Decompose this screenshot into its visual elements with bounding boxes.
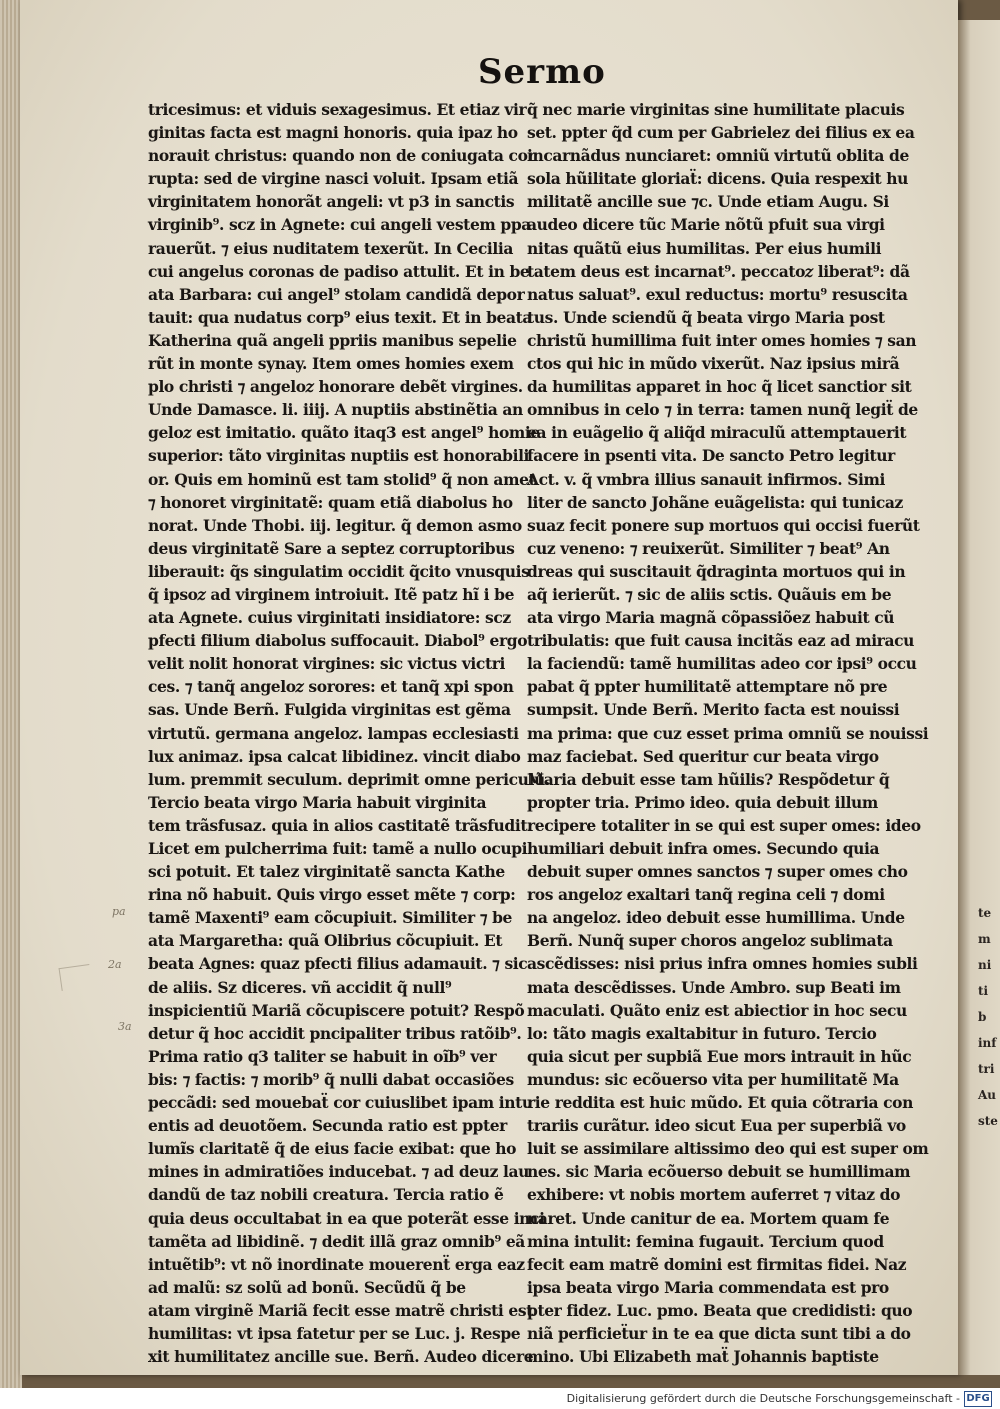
text-line: dandũ de taz nobili creatura. Tercia ratio ẽ — [148, 1185, 504, 1205]
text-line: recipere totaliter in se qui est super omes: ideo — [527, 815, 921, 835]
text-line: pfecti filium diabolus suffocauit. Diabol⁹ ergo — [148, 631, 528, 651]
text-line: maz faciebat. Sed queritur cur beata virgo — [527, 746, 879, 766]
text-line: tus. Unde sciendũ q̃ beata virgo Maria post — [527, 307, 885, 327]
text-line: ipsa beata virgo Maria commendata est pro — [527, 1277, 889, 1297]
text-line: Licet em pulcherrima fuit: tamẽ a nullo ocupi — [148, 839, 528, 858]
text-line: beata Agnes: quaz pfecti filius adamauit. ⁊ sic — [148, 954, 528, 974]
text-line: dreas qui suscitauit q̃draginta mortuos qui in — [527, 561, 906, 581]
text-line: inspicientiũ Mariã cõcupiscere potuit? Respõ — [148, 1000, 525, 1020]
text-line: tribulatis: que fuit causa incitãs eaz ad miracu — [527, 631, 915, 651]
text-line: virginib⁹. scz in Agnete: cui angeli vestem ppa — [148, 215, 531, 235]
dfg-logo: DFG — [964, 1391, 992, 1407]
text-line: de aliis. Sz diceres. vñ accidit q̃ null⁹ — [148, 977, 452, 997]
text-line: sas. Unde Berñ. Fulgida virginitas est gẽma — [148, 700, 511, 720]
text-line: pabat q̃ ppter humilitatẽ attemptare nõ pre — [527, 677, 888, 697]
text-line: ⁊ honoret virginitatẽ: quam etiã diabolus ho — [148, 492, 513, 512]
text-line: velit nolit honorat virgines: sic victus victri — [148, 654, 505, 674]
text-line: ata Agnete. cuius virginitati insidiatore: scz — [148, 608, 511, 628]
text-line: rupta: sed de virgine nasci voluit. Ipsam etiã — [148, 169, 519, 189]
text-line: sola hũilitate gloriaẗ: dicens. Quia respexit hu — [527, 169, 909, 189]
left-text-column — [148, 98, 550, 1368]
text-line: Unde Damasce. li. iiij. A nuptiis abstinẽtia an — [148, 400, 523, 420]
edge-fragment: tri — [978, 1062, 995, 1076]
text-line: q̃ nec marie virginitas sine humilitate placuis — [527, 100, 905, 119]
text-line: ginitas facta est magni honoris. quia ipaz ho — [148, 123, 518, 143]
text-line: intuẽtib⁹: vt nõ inordinate mouerenẗ erga eaz — [148, 1254, 525, 1274]
adjacent-page-text — [978, 900, 998, 1134]
text-line: trariis curãtur. ideo sicut Eua per superbiã vo — [527, 1116, 906, 1136]
text-line: na angelo𝑧. ideo debuit esse humillima. Unde — [527, 908, 905, 928]
text-line: mino. Ubi Elizabeth maẗ Johannis baptiste — [527, 1347, 879, 1367]
text-line: rauerũt. ⁊ eius nuditatem texerũt. In Cecilia — [148, 238, 514, 258]
right-text-column — [527, 98, 929, 1368]
text-line: tamẽta ad libidinẽ. ⁊ dedit illã graz omnib⁹ eã — [148, 1231, 525, 1251]
edge-fragment: ti — [978, 984, 989, 998]
text-line: aq̃ ierierũt. ⁊ sic de aliis sctis. Quãuis em be — [527, 584, 892, 604]
text-line: tricesimus: et viduis sexagesimus. Et etiaz vir — [148, 100, 527, 119]
text-line: omnibus in celo ⁊ in terra: tamen nunq̃ legiẗ de — [527, 400, 918, 420]
text-line: suaz fecit ponere sup mortuos qui occisi fuerũt — [527, 515, 920, 535]
text-line: plo christi ⁊ angelo𝑧 honorare debẽt virgines. — [148, 377, 523, 397]
text-line: norat. Unde Thobi. iij. legitur. q̃ demon asmo — [148, 515, 522, 535]
text-line: quia sicut per supbiã Eue mors intrauit in hũc — [527, 1046, 912, 1066]
text-line: superior: tãto virginitas nuptiis est honorabili — [148, 446, 530, 466]
running-head: Sermo — [478, 52, 606, 92]
edge-fragment: te — [978, 906, 992, 920]
text-line: xit humilitatez ancille sue. Berñ. Audeo dicere — [148, 1347, 534, 1367]
text-line: mines in admiratiões inducebat. ⁊ ad deuz lau — [148, 1162, 529, 1182]
text-line: sci potuit. Et talez virginitatẽ sancta Kathe — [148, 862, 505, 882]
text-line: set. ppter q̃d cum per Gabrielez dei filius ex ea — [527, 123, 915, 143]
text-line: propter tria. Primo ideo. quia debuit illum — [527, 792, 878, 812]
text-line: entis ad deuotõem. Secunda ratio est ppter — [148, 1116, 507, 1136]
text-line: bis: ⁊ factis: ⁊ morib⁹ q̃ nulli dabat occasiões — [148, 1069, 514, 1089]
text-line: la faciendũ: tamẽ humilitas adeo cor ipsi⁹ occu — [527, 654, 917, 674]
footer-bar — [0, 1388, 1000, 1409]
text-line: Act. v. q̃ vmbra illius sanauit infirmos. Simi — [527, 469, 885, 489]
text-line: mata descẽdisses. Unde Ambro. sup Beati im — [527, 977, 901, 997]
text-line: ces. ⁊ tanq̃ angelo𝑧 sorores: et tanq̃ xpi spon — [148, 677, 514, 697]
text-line: rie reddita est huic mũdo. Et quia cõtraria con — [527, 1093, 913, 1113]
text-line: or. Quis em hominũ est tam stolid⁹ q̃ non amet — [148, 469, 536, 489]
text-line: mundus: sic ecõuerso vita per humilitatẽ Ma — [527, 1069, 899, 1089]
text-line: atam virginẽ Mariã fecit esse matrẽ christi est — [148, 1300, 533, 1320]
text-line: tatem deus est incarnat⁹. peccato𝑧 liberat⁹: dã — [527, 261, 910, 281]
text-line: ma prima: que cuz esset prima omniũ se nouissi — [527, 723, 929, 743]
funding-notice: Digitalisierung gefördert durch die Deutsche Forschungsgemeinschaft - — [566, 1392, 960, 1405]
text-line: lux animaz. ipsa calcat libidinez. vincit diabo — [148, 746, 521, 766]
text-line: militatẽ ancille sue ⁊c. Unde etiam Augu. Si — [527, 192, 889, 212]
text-line: liter de sancto Johãne euãgelista: qui tunicaz — [527, 492, 903, 512]
text-line: ros angelo𝑧 exaltari tanq̃ regina celi ⁊ domi — [527, 885, 885, 905]
text-line: gelo𝑧 est imitatio. quãto itaq3 est angel⁹ homie — [148, 423, 540, 443]
text-line: tauit: qua nudatus corp⁹ eius texit. Et in beata — [148, 307, 533, 327]
text-line: lo: tãto magis exaltabitur in futuro. Tercio — [527, 1023, 877, 1043]
text-line: naret. Unde canitur de ea. Mortem quam fe — [527, 1208, 890, 1228]
text-line: ata Barbara: cui angel⁹ stolam candidã depor — [148, 284, 525, 304]
text-line: fecit eam matrẽ domini est firmitas fidei. Naz — [527, 1254, 907, 1274]
text-line: lum. premmit seculum. deprimit omne periculũ. — [148, 769, 550, 789]
text-line: debuit super omnes sanctos ⁊ super omes cho — [527, 862, 908, 882]
text-line: nitas quãtũ eius humilitas. Per eius humili — [527, 238, 882, 258]
text-line: norauit christus: quando non de coniugata cor — [148, 146, 536, 166]
text-line: peccãdi: sed mouebaẗ cor cuiuslibet ipam intu — [148, 1093, 533, 1113]
text-line: ascẽdisses: nisi prius infra omnes homies subli — [527, 954, 918, 974]
text-line: detur q̃ hoc accidit pncipaliter tribus ratõib⁹. — [148, 1023, 522, 1043]
text-line: ad malũ: sz solũ ad bonũ. Secũdũ q̃ be — [148, 1277, 466, 1297]
text-line: rina nõ habuit. Quis virgo esset mẽte ⁊ corp: — [148, 885, 516, 905]
right-page-edge — [958, 20, 1000, 1375]
marginal-note-1: pa — [112, 905, 126, 918]
text-line: ea in euãgelio q̃ aliq̃d miraculũ attemptauerit — [527, 423, 907, 443]
text-line: christũ humillima fuit inter omes homies ⁊ san — [527, 330, 917, 350]
text-line: tamẽ Maxenti⁹ eam cõcupiuit. Similiter ⁊ be — [148, 908, 513, 928]
text-line: quia deus occultabat in ea que poterãt esse inci — [148, 1208, 545, 1228]
text-line: humilitas: vt ipsa fatetur per se Luc. j. Respe — [148, 1323, 521, 1343]
marginal-note-2: 2a — [108, 958, 122, 971]
text-line: Tercio beata virgo Maria habuit virginita — [148, 792, 487, 812]
text-line: lumĩs claritatẽ q̃ de eius facie exibat: que ho — [148, 1139, 517, 1159]
text-line: audeo dicere tũc Marie nõtũ pfuit sua virgi — [527, 215, 885, 235]
page — [20, 0, 958, 1375]
text-line: deus virginitatẽ Sare a septez corruptoribus — [148, 538, 515, 558]
text-line: Katherina quã angeli ppriis manibus sepelie — [148, 330, 517, 350]
text-line: tem trãsfusaz. quia in alios castitatẽ trãsfudit. — [148, 815, 533, 835]
text-line: niã perficieẗur in te ea que dicta sunt tibi a do — [527, 1323, 911, 1343]
text-line: exhibere: vt nobis mortem auferret ⁊ vitaz do — [527, 1185, 901, 1205]
edge-fragment: m — [978, 932, 991, 946]
marginal-scribble — [59, 964, 93, 991]
text-line: virtutũ. germana angelo𝑧. lampas ecclesiasti — [148, 723, 519, 743]
text-line: virginitatem honorãt angeli: vt p3 in sanctis — [148, 192, 515, 212]
edge-fragment: b — [978, 1010, 987, 1024]
text-line: luit se assimilare altissimo deo qui est super om — [527, 1139, 929, 1159]
text-line: mina intulit: femina fugauit. Tercium quod — [527, 1231, 884, 1251]
text-line: rũt in monte synay. Item omes homies exem — [148, 354, 514, 374]
marginal-note-3: 3a — [118, 1020, 132, 1033]
text-line: sumpsit. Unde Berñ. Merito facta est nouissi — [527, 700, 900, 720]
text-line: facere in psenti vita. De sancto Petro legitur — [527, 446, 895, 466]
edge-fragment: ste — [978, 1114, 998, 1128]
text-line: pter fidez. Luc. pmo. Beata que credidisti: quo — [527, 1300, 913, 1320]
text-line: q̃ ipso𝑧 ad virginem introiuit. Itẽ patz hĩ i be — [148, 584, 515, 604]
text-line: ctos qui hic in mũdo vixerũt. Naz ipsius mirã — [527, 354, 900, 374]
text-line: ata virgo Maria magnã cõpassiõez habuit cũ — [527, 608, 895, 628]
text-line: nes. sic Maria ecõuerso debuit se humillimam — [527, 1162, 911, 1182]
text-line: liberauit: q̃s singulatim occidit q̃cito vnusquis — [148, 561, 530, 581]
text-line: da humilitas apparet in hoc q̃ licet sanctior sit — [527, 377, 912, 397]
text-line: ata Margaretha: quã Olibrius cõcupiuit. Et — [148, 931, 503, 951]
text-line: natus saluat⁹. exul reductus: mortu⁹ resuscita — [527, 284, 908, 304]
text-line: cuz veneno: ⁊ reuixerũt. Similiter ⁊ beat⁹ An — [527, 538, 890, 558]
text-line: humiliari debuit infra omes. Secundo quia — [527, 839, 880, 858]
text-line: incarnãdus nunciaret: omniũ virtutũ oblita de — [527, 146, 909, 166]
text-line: Berñ. Nunq̃ super choros angelo𝑧 sublimata — [527, 931, 893, 951]
text-line: Prima ratio q3 taliter se habuit in oĩb⁹ ver — [148, 1046, 497, 1066]
edge-fragment: inf — [978, 1036, 997, 1050]
text-line: Maria debuit esse tam hũilis? Respõdetur q̃ — [527, 769, 890, 789]
edge-fragment: ni — [978, 958, 992, 972]
edge-fragment: Au — [978, 1088, 997, 1102]
text-line: cui angelus coronas de padiso attulit. Et in be — [148, 261, 530, 281]
left-page-edges — [0, 0, 22, 1388]
text-line: maculati. Quãto eniz est abiectior in hoc secu — [527, 1000, 907, 1020]
